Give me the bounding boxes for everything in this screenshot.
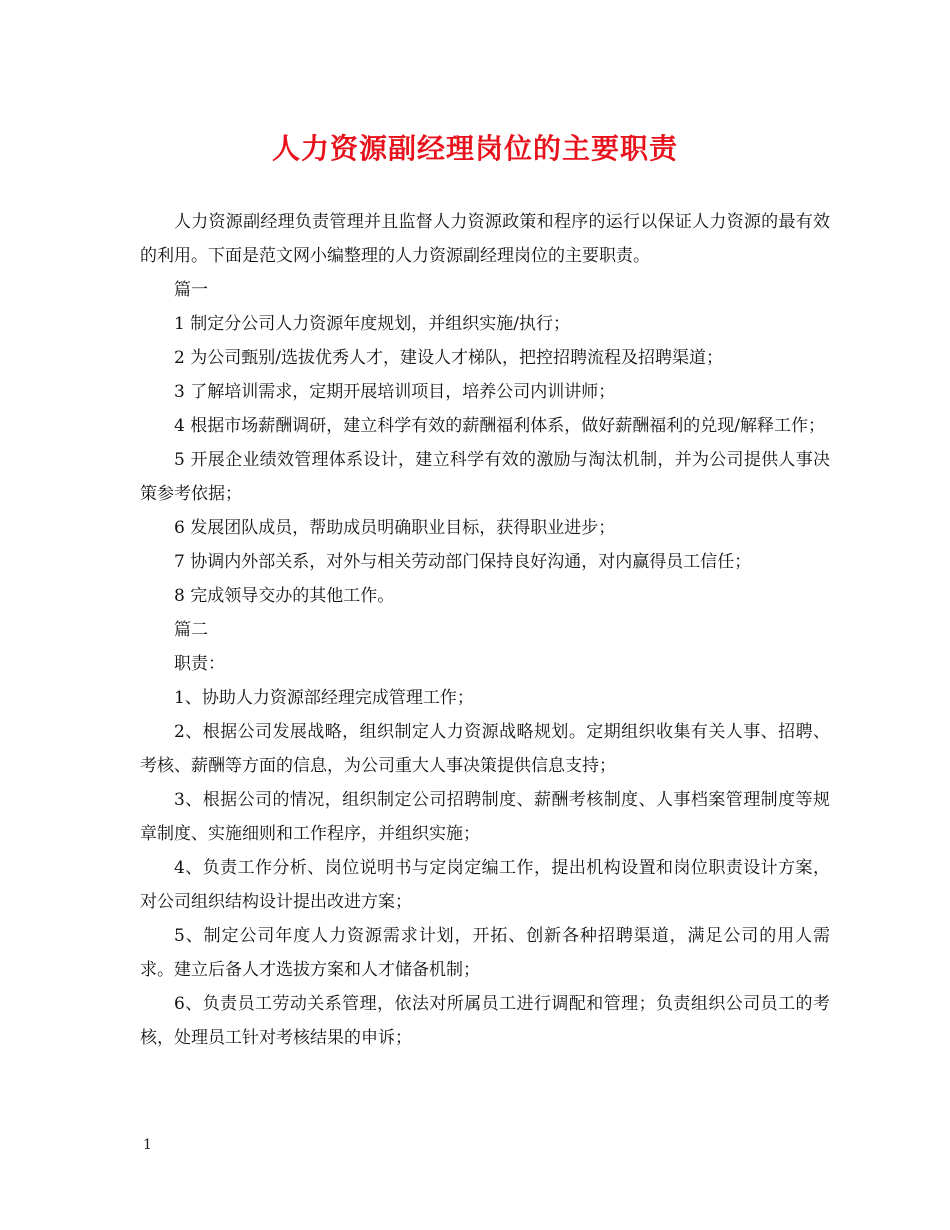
document-body — [140, 205, 830, 1055]
list-item: 3 了解培训需求，定期开展培训项目，培养公司内训讲师； — [174, 382, 616, 402]
document-title: 人力资源副经理岗位的主要职责 — [271, 132, 678, 165]
list-item: 8 完成领导交办的其他工作。 — [174, 586, 395, 606]
list-item: 7 协调内外部关系，对外与相关劳动部门保持良好沟通，对内赢得员工信任； — [174, 552, 752, 572]
list-item: 1 制定分公司人力资源年度规划，并组织实施/执行； — [174, 314, 570, 334]
responsibilities-label: 职责： — [174, 654, 225, 674]
list-item: 2 为公司甄别/选拔优秀人才，建设人才梯队，把控招聘流程及招聘渠道； — [174, 348, 723, 368]
list-item: 5 开展企业绩效管理体系设计，建立科学有效的激励与淘汰机制，并为公司提供人事决策参考依据； — [140, 450, 830, 504]
list-item: 2、根据公司发展战略，组织制定人力资源战略规划。定期组织收集有关人事、招聘、考核、薪酬等方面的信息，为公司重大人事决策提供信息支持； — [140, 722, 830, 776]
list-item: 3、根据公司的情况，组织制定公司招聘制度、薪酬考核制度、人事档案管理制度等规章制度、实施细则和工作程序，并组织实施； — [140, 790, 830, 844]
list-item: 6、负责员工劳动关系管理，依法对所属员工进行调配和管理；负责组织公司员工的考核，处理员工针对考核结果的申诉； — [140, 994, 830, 1048]
section-heading-1: 篇一 — [174, 280, 208, 300]
list-item: 1、协助人力资源部经理完成管理工作； — [174, 688, 474, 708]
page-number: 1 — [143, 1137, 152, 1153]
list-item: 5、制定公司年度人力资源需求计划，开拓、创新各种招聘渠道，满足公司的用人需求。建立后备人才选拔方案和人才储备机制； — [140, 926, 830, 980]
section-heading-2: 篇二 — [174, 620, 208, 640]
list-item: 4、负责工作分析、岗位说明书与定岗定编工作，提出机构设置和岗位职责设计方案，对公司组织结构设计提出改进方案； — [140, 858, 830, 912]
list-item: 6 发展团队成员，帮助成员明确职业目标，获得职业进步； — [174, 518, 616, 538]
intro-paragraph: 人力资源副经理负责管理并且监督人力资源政策和程序的运行以保证人力资源的最有效的利用。下面是范文网小编整理的人力资源副经理岗位的主要职责。 — [140, 212, 830, 266]
list-item: 4 根据市场薪酬调研，建立科学有效的薪酬福利体系，做好薪酬福利的兑现/解释工作； — [174, 416, 825, 436]
